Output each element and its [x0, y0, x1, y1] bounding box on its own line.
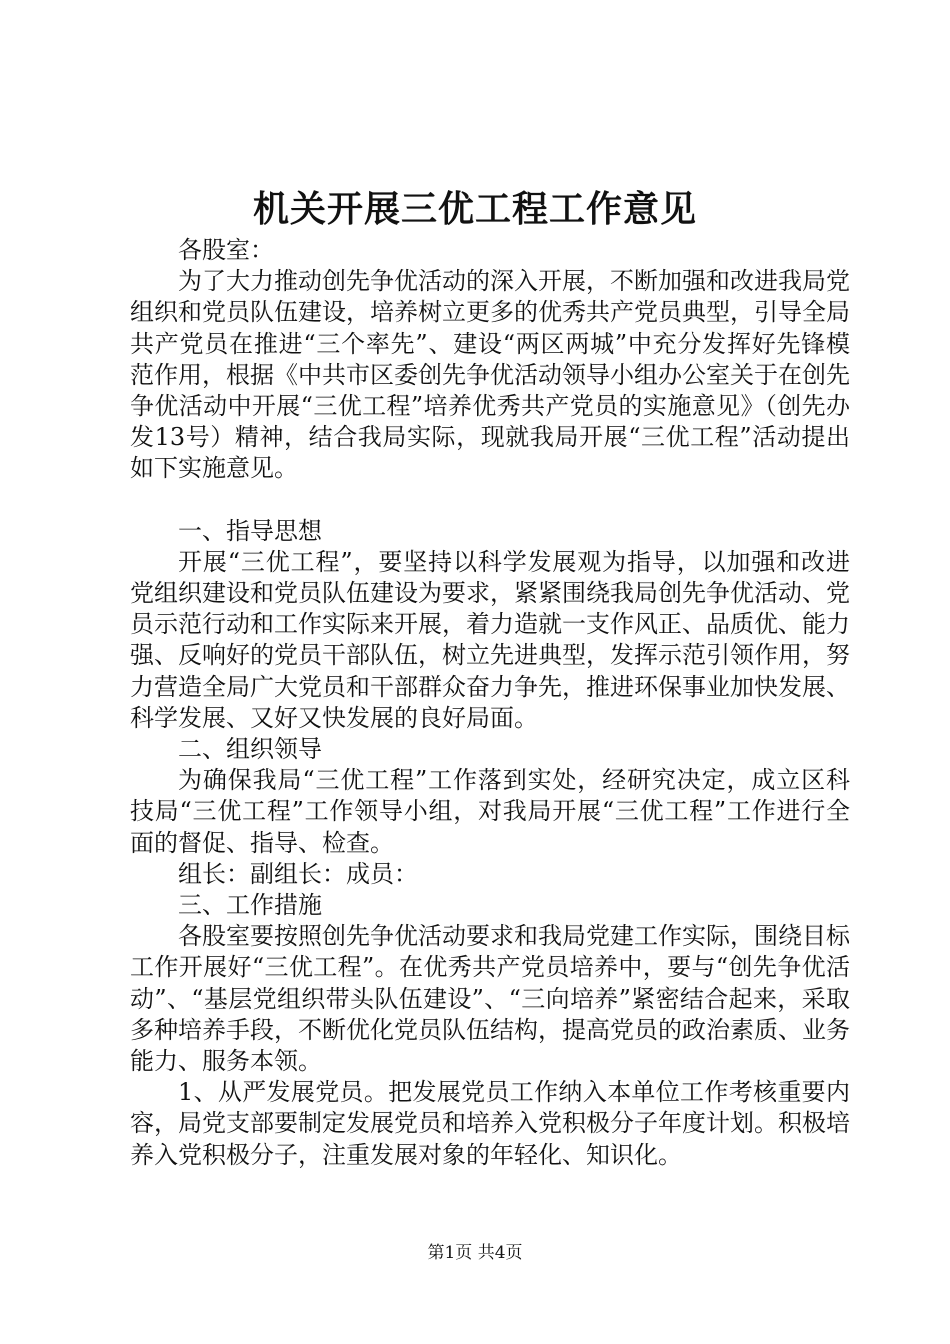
section-heading-organization: 二、组织领导: [178, 735, 322, 764]
guiding-ideology-paragraph: 开展“三优工程”，要坚持以科学发展观为指导，以加强和改进党组织建设和党员队伍建设为要求，紧紧围绕我局创先争优活动、党员示范行动和工作实际来开展，着力造就一支作风正、品质优、能力强、反响好的党员干部队伍，树立先进典型，发挥示范引领作用，努力营造全局广大党员和干部群众奋力争先，推进环保事业加快发展、科学发展、又好又快发展的良好局面。: [130, 547, 850, 732]
measures-paragraph: 各股室要按照创先争优活动要求和我局党建工作实际，围绕目标工作开展好“三优工程”。在优秀共产党员培养中，要与“创先争优活动”、“基层党组织带头队伍建设”、“三向培养”紧密结合起来，采取多种培养手段，不断优化党员队伍结构，提高党员的政治素质、业务能力、服务本领。: [130, 922, 850, 1076]
section-heading-measures: 三、工作措施: [178, 891, 322, 920]
salutation: 各股室：: [178, 236, 274, 264]
document-title: 机关开展三优工程工作意见: [252, 189, 697, 230]
measure-item-1: 1、从严发展党员。把发展党员工作纳入本单位工作考核重要内容，局党支部要制定发展党员和培养入党积极分子年度计划。积极培养入党积极分子，注重发展对象的年轻化、知识化。: [130, 1078, 850, 1169]
intro-paragraph: 为了大力推动创先争优活动的深入开展，不断加强和改进我局党组织和党员队伍建设，培养树立更多的优秀共产党员典型，引导全局共产党员在推进“三个率先”、建设“两区两城”中充分发挥好先锋模范作用，根据《中共市区委创先争优活动领导小组办公室关于在创先争优活动中开展“三优工程”培养优秀共产党员的实施意见》（创先办发13号）精神，结合我局实际，现就我局开展“三优工程”活动提出如下实施意见。: [130, 267, 850, 483]
page-number-footer: 第1页 共4页: [427, 1243, 523, 1263]
section-heading-guiding-ideology: 一、指导思想: [178, 516, 322, 545]
document-body: [130, 235, 850, 1171]
organization-paragraph: 为确保我局“三优工程”工作落到实处，经研究决定，成立区科技局“三优工程”工作领导小组，对我局开展“三优工程”工作进行全面的督促、指导、检查。: [130, 766, 850, 857]
leadership-roles: 组长：副组长：成员：: [178, 859, 418, 888]
